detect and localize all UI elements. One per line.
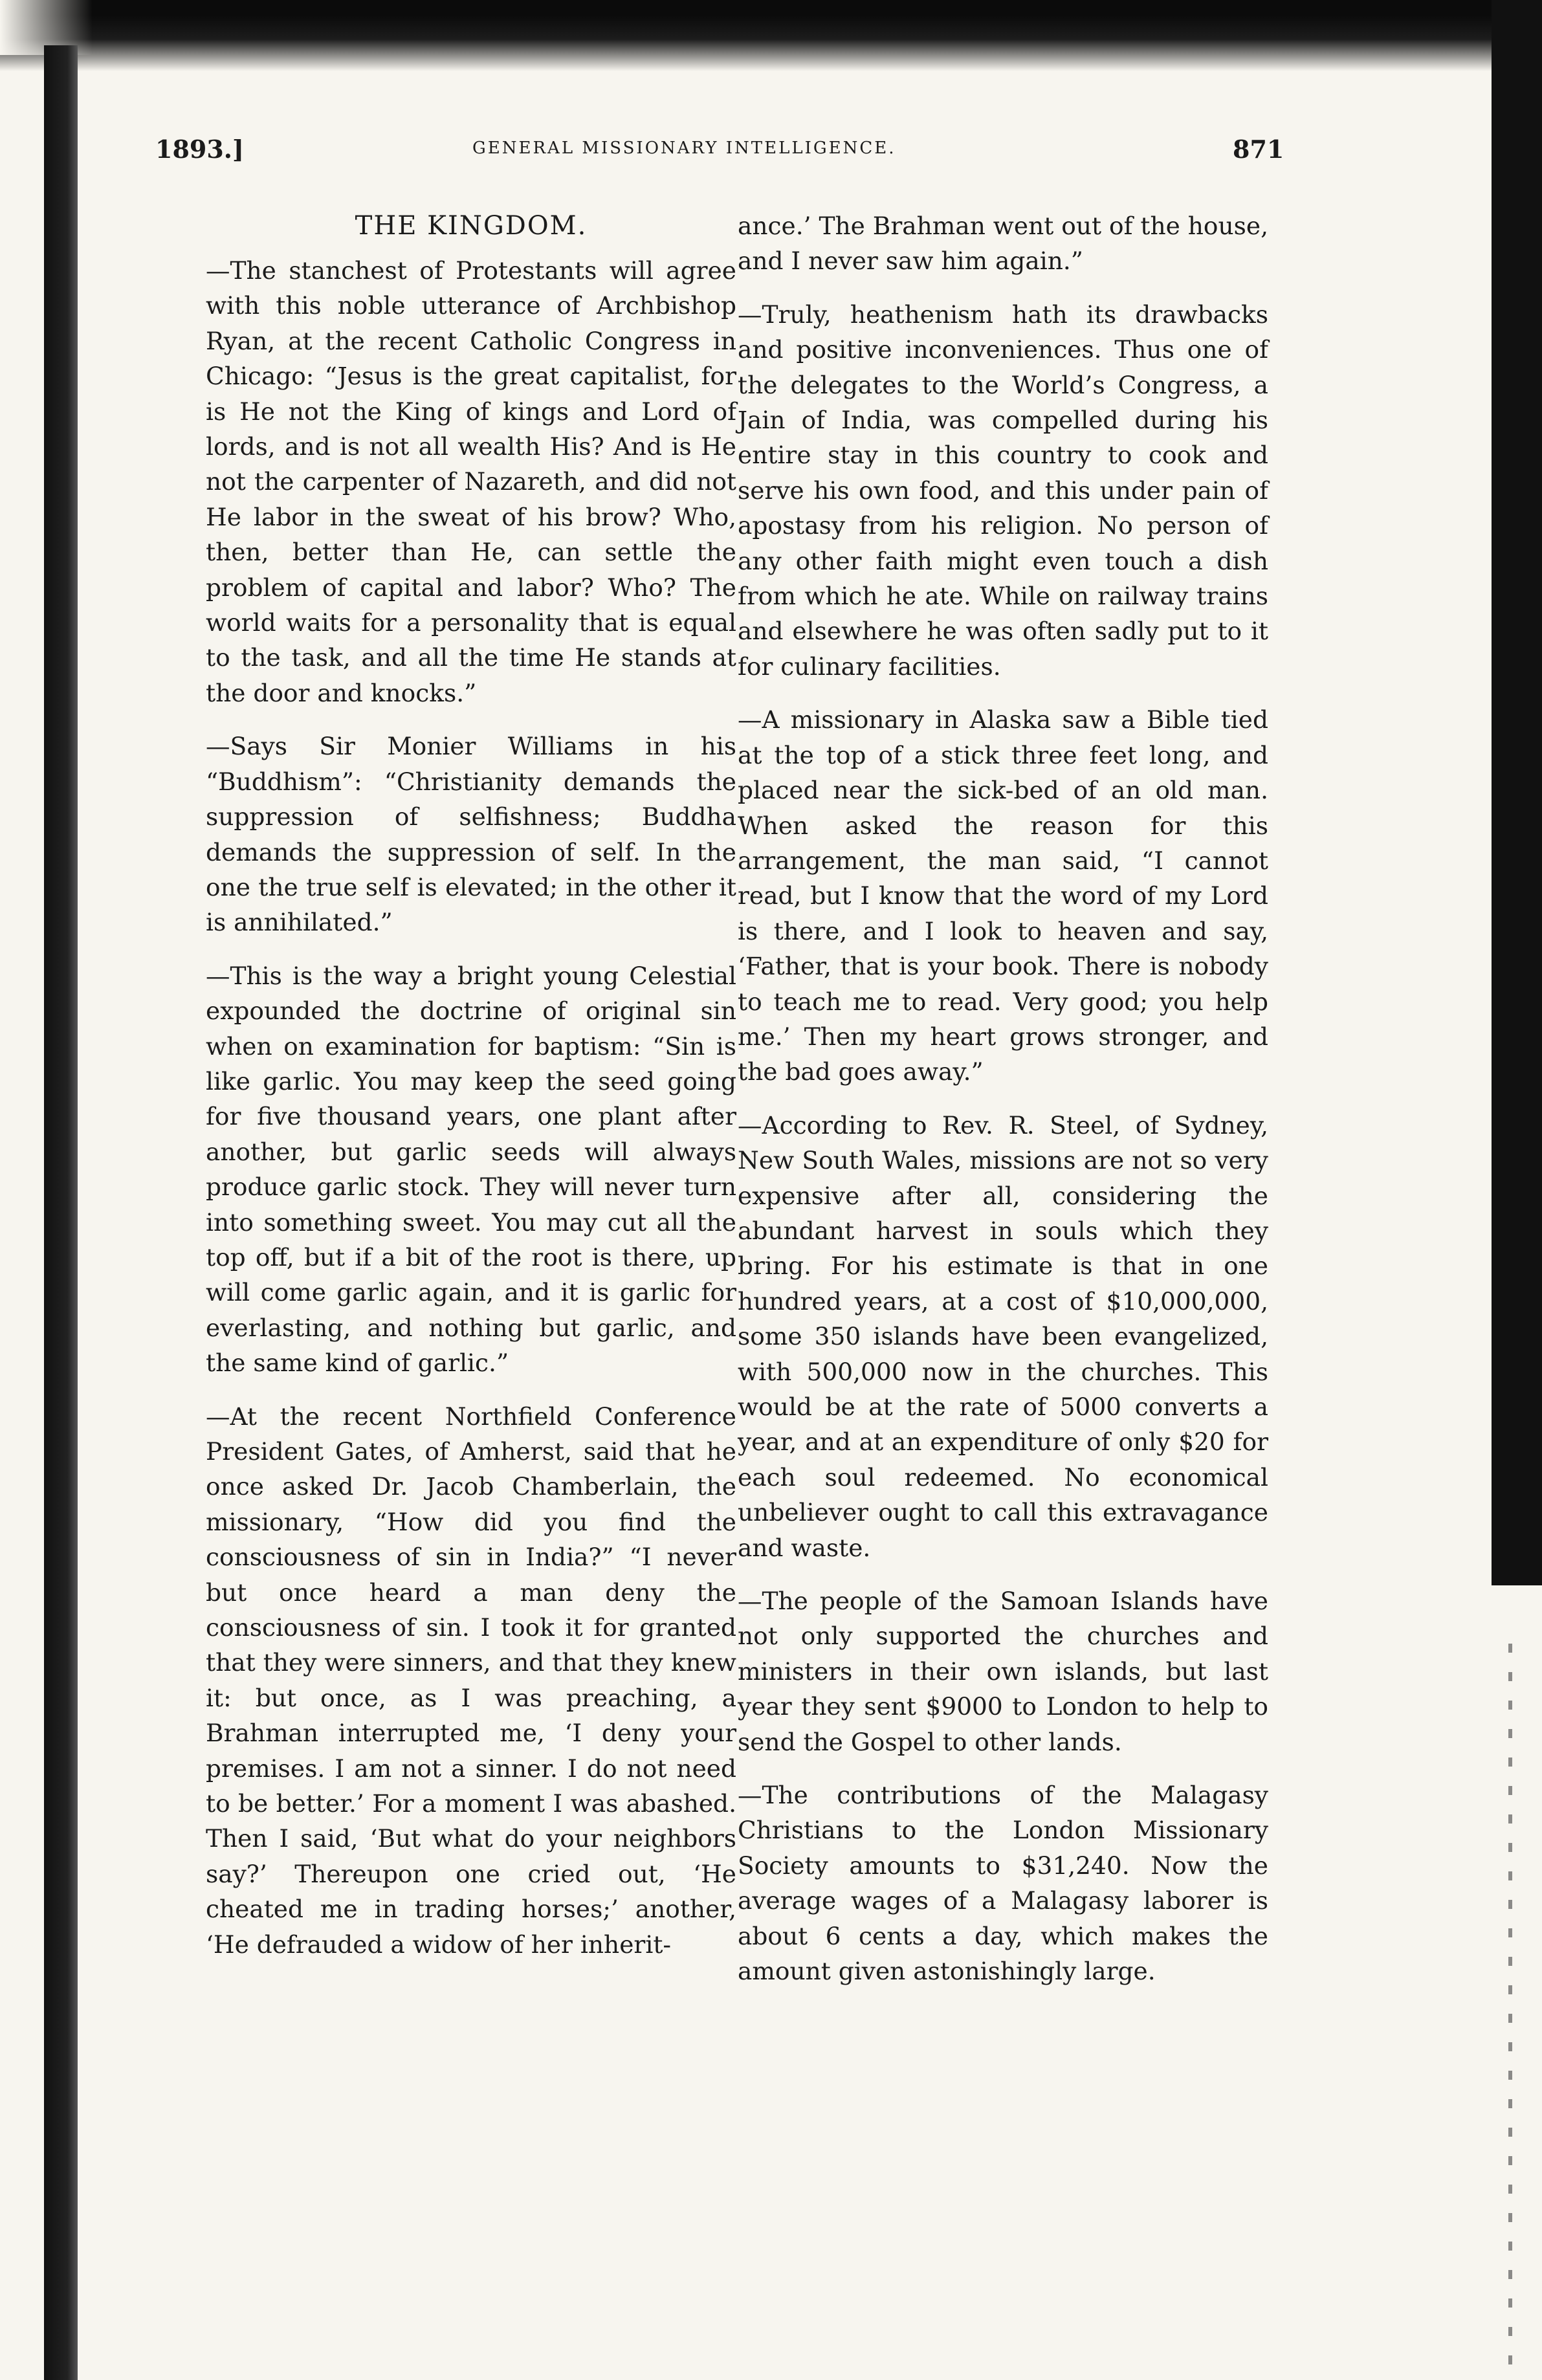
right-ink-marks	[1508, 1644, 1512, 2380]
paragraph-alaska: —A missionary in Alaska saw a Bible tied at the top of a stick three feet long, and placed near the sick-bed of an old man. When asked the reason for this arrangement, the man said, “I cannot read, but I know that the word of my Lord is there, and I look to heaven and say, ‘Father, that is your book. There is nobody to teach me to read. Very good; you help me.’ Then my heart grows stronger, and the bad goes away.”	[738, 705, 1268, 1086]
paragraph-steel: —According to Rev. R. Steel, of Sydney, New South Wales, missions are not so very expensive after all, considering the abundant harvest in souls which they bring. For his estimate is that in one hundred years, at a cost of $10,000,000, some 350 islands have been evangelized, with 500,000 now in the churches. This would be at the rate of 5000 converts a year, and at an expenditure of only $20 for each soul redeemed. No economical unbeliever ought to call this extravagance and waste.	[738, 1110, 1268, 1562]
right-column	[738, 208, 1268, 1989]
page-number: 871	[1233, 135, 1284, 164]
paragraph-monier-williams: —Says Sir Monier Williams in his “Buddhism”: “Christianity demands the suppression of selfishness; Buddha demands the suppression of self. In the one the true self is elevated; in the other it is annihilated.”	[206, 732, 736, 937]
paragraph-northfield: —At the recent Northfield Conference President Gates, of Amherst, said that he once asked Dr. Jacob Chamberlain, the missionary, “How did you find the consciousness of sin in India?” “I never but once heard a man deny the consciousness of sin. I took it for granted that they were sinners, and that they knew it: but once, as I was preaching, a Brahman interrupted me, ‘I deny your premises. I am not a sinner. I do not need to be better.’ For a moment I was abashed. Then I said, ‘But what do your neighbors say?’ Thereupon one cried out, ‘He cheated me in trading horses;’ another, ‘He defrauded a widow of her inherit-	[206, 1402, 736, 1959]
running-head-title: GENERAL MISSIONARY INTELLIGENCE.	[472, 138, 896, 158]
header-year: 1893.]	[155, 135, 244, 164]
paragraph-heathenism: —Truly, heathenism hath its drawbacks and positive inconveniences. Thus one of the delegates to the World’s Congress, a Jain of India, was compelled during his entire stay in this country to cook and serve his own food, and this under pain of apostasy from his religion. No person of any other faith might even touch a dish from which he ate. While on railway trains and elsewhere he was often sadly put to it for culinary facilities.	[738, 300, 1268, 681]
right-scan-edge	[1492, 0, 1542, 1585]
paragraph-malagasy: —The contributions of the Malagasy Christians to the London Missionary Society amounts to $31,240. Now the average wages of a Malagasy laborer is about 6 cents a day, which makes the amount given astonishingly large.	[738, 1781, 1268, 1986]
running-header	[155, 135, 1284, 173]
left-column	[206, 208, 736, 1962]
paragraph-garlic: —This is the way a bright young Celestial expounded the doctrine of original sin when on examination for baptism: “Sin is like garlic. You may keep the seed going for five thousand years, one plant after another, but garlic seeds will always produce garlic stock. They will never turn into something sweet. You may cut all the top off, but if a bit of the root is there, up will come garlic again, and it is garlic for everlasting, and nothing but garlic, and the same kind of garlic.”	[206, 961, 736, 1378]
paragraph-samoan: —The people of the Samoan Islands have not only supported the churches and ministers in their own islands, but last year they sent $9000 to London to help to send the Gospel to other lands.	[738, 1587, 1268, 1756]
section-heading: THE KINGDOM.	[355, 211, 588, 241]
top-scan-shadow	[0, 0, 1542, 71]
left-binding-shadow	[44, 45, 78, 2380]
paragraph-archbishop-ryan: —The stanchest of Protestants will agree with this noble utterance of Archbishop Ryan, at the recent Catholic Congress in Chicago: “Jesus is the great capitalist, for is He not the King of kings and Lord of lords, and is not all wealth His? And is He not the carpenter of Nazareth, and did not He labor in the sweat of his brow? Who, then, better than He, can settle the problem of capital and labor? Who? The world waits for a personality that is equal to the task, and all the time He stands at the door and knocks.”	[206, 256, 736, 707]
paragraph-brahman-end: ance.’ The Brahman went out of the house, and I never saw him again.”	[738, 212, 1268, 276]
